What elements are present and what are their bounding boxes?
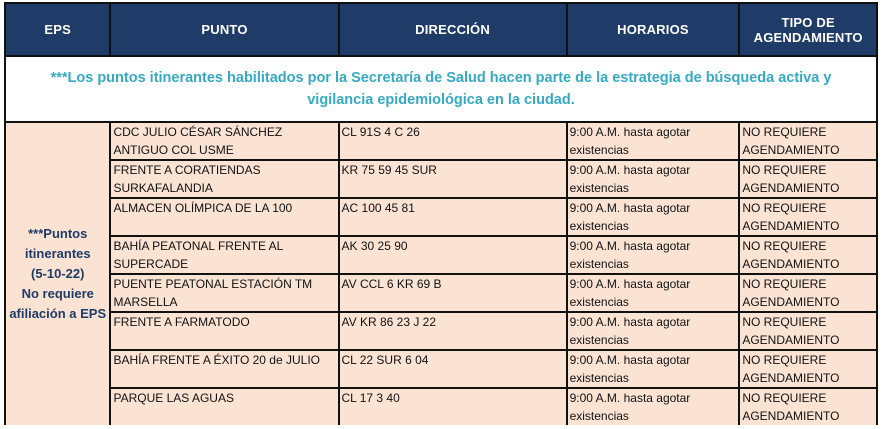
- cell-direccion: CL 17 3 40: [340, 389, 566, 425]
- cell-tipo-agendamiento: NO REQUIERE AGENDAMIENTO: [740, 237, 876, 273]
- cell-direccion: CL 22 SUR 6 04: [340, 351, 566, 387]
- cell-punto: FRENTE A FARMATODO: [111, 313, 337, 349]
- table-row: [6, 199, 876, 235]
- cell-direccion: AV CCL 6 KR 69 B: [340, 275, 566, 311]
- table-row: [6, 161, 876, 197]
- header-direccion: DIRECCIÓN: [340, 4, 566, 55]
- header-row: [6, 4, 876, 55]
- cell-tipo-agendamiento: NO REQUIERE AGENDAMIENTO: [740, 275, 876, 311]
- cell-punto: PUENTE PEATONAL ESTACIÓN TM MARSELLA: [111, 275, 337, 311]
- header-punto: PUNTO: [111, 4, 337, 55]
- cell-horario: 9:00 A.M. hasta agotar existencias: [568, 199, 739, 235]
- cell-direccion: AV KR 86 23 J 22: [340, 313, 566, 349]
- table-row: [6, 351, 876, 387]
- table-row: [6, 389, 876, 425]
- eps-cell-line: afiliación a EPS: [9, 306, 107, 321]
- header-eps: EPS: [6, 4, 109, 55]
- cell-horario: 9:00 A.M. hasta agotar existencias: [568, 275, 739, 311]
- cell-punto: BAHÍA FRENTE A ÉXITO 20 de JULIO: [111, 351, 337, 387]
- table-row: [6, 275, 876, 311]
- cell-tipo-agendamiento: NO REQUIERE AGENDAMIENTO: [740, 123, 876, 159]
- cell-horario: 9:00 A.M. hasta agotar existencias: [568, 351, 739, 387]
- cell-horario: 9:00 A.M. hasta agotar existencias: [568, 237, 739, 273]
- cell-tipo-agendamiento: NO REQUIERE AGENDAMIENTO: [740, 313, 876, 349]
- eps-itinerant-cell: [6, 123, 109, 425]
- cell-tipo-agendamiento: NO REQUIERE AGENDAMIENTO: [740, 161, 876, 197]
- cell-punto: FRENTE A CORATIENDAS SURKAFALANDIA: [111, 161, 337, 197]
- header-tipo-agendamiento: TIPO DE AGENDAMIENTO: [740, 4, 876, 55]
- header-horarios: HORARIOS: [568, 4, 739, 55]
- cell-direccion: AK 30 25 90: [340, 237, 566, 273]
- cell-punto: CDC JULIO CÉSAR SÁNCHEZ ANTIGUO COL USME: [111, 123, 337, 159]
- cell-horario: 9:00 A.M. hasta agotar existencias: [568, 389, 739, 425]
- note-row: [6, 57, 876, 121]
- itinerant-points-note: ***Los puntos itinerantes habilitados por la Secretaría de Salud hacen parte de la estrategia de búsqueda activa y vigilancia epidemiológica en la ciudad.: [6, 57, 876, 121]
- table-row: [6, 123, 876, 159]
- cell-horario: 9:00 A.M. hasta agotar existencias: [568, 313, 739, 349]
- eps-cell-line: (5-10-22): [31, 266, 85, 281]
- eps-cell-line: ***Puntos: [28, 226, 88, 241]
- cell-punto: BAHÍA PEATONAL FRENTE AL SUPERCADE: [111, 237, 337, 273]
- cell-direccion: KR 75 59 45 SUR: [340, 161, 566, 197]
- cell-tipo-agendamiento: NO REQUIERE AGENDAMIENTO: [740, 389, 876, 425]
- eps-cell-line: No requiere: [21, 286, 94, 301]
- cell-punto: ALMACEN OLÍMPICA DE LA 100: [111, 199, 337, 235]
- table-row: [6, 313, 876, 349]
- cell-horario: 9:00 A.M. hasta agotar existencias: [568, 123, 739, 159]
- cell-punto: PARQUE LAS AGUAS: [111, 389, 337, 425]
- cell-tipo-agendamiento: NO REQUIERE AGENDAMIENTO: [740, 351, 876, 387]
- cell-tipo-agendamiento: NO REQUIERE AGENDAMIENTO: [740, 199, 876, 235]
- vaccination-points-table: [4, 2, 878, 427]
- cell-direccion: AC 100 45 81: [340, 199, 566, 235]
- eps-cell-line: itinerantes: [24, 246, 91, 261]
- cell-horario: 9:00 A.M. hasta agotar existencias: [568, 161, 739, 197]
- cell-direccion: CL 91S 4 C 26: [340, 123, 566, 159]
- table-row: [6, 237, 876, 273]
- vaccination-points-table-container: [4, 2, 878, 425]
- table-body: [6, 123, 876, 425]
